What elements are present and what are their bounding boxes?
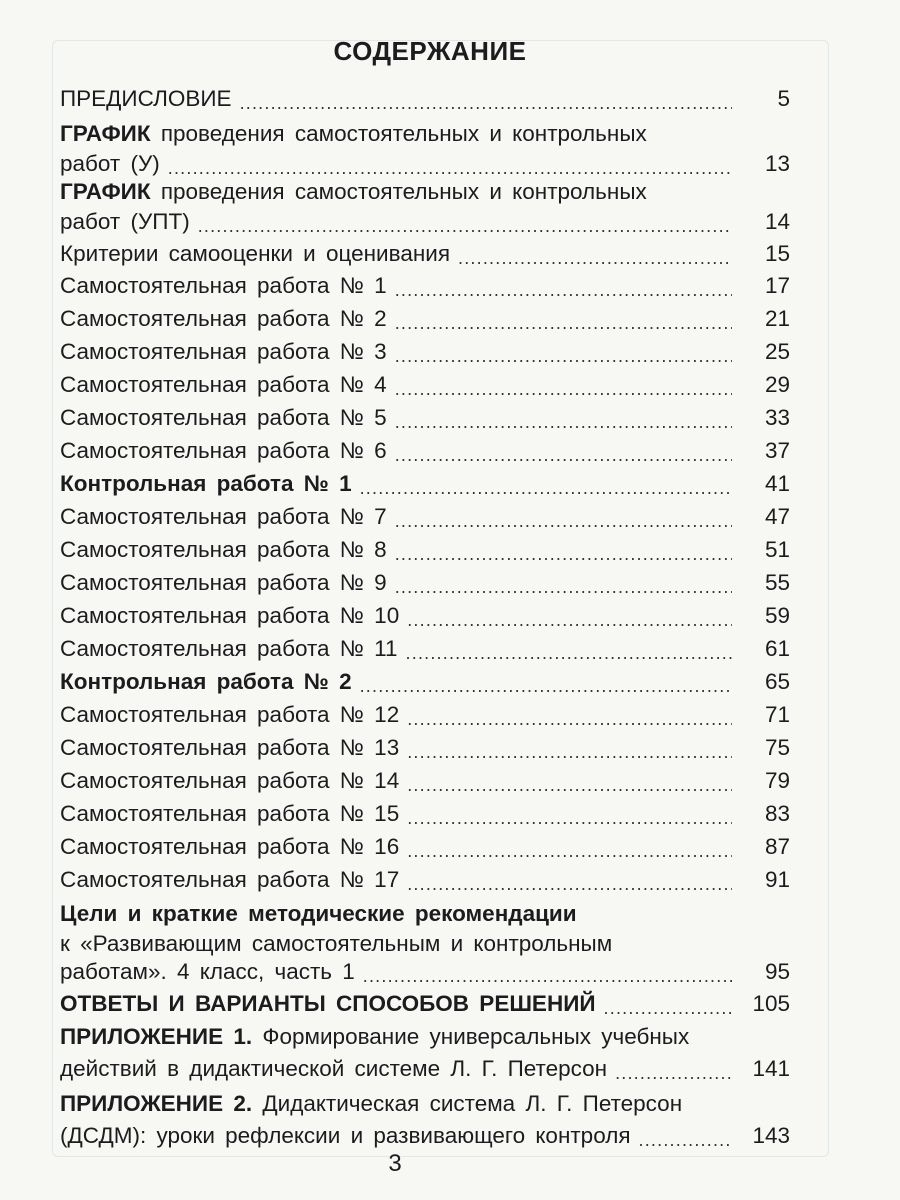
toc-entry-title [60, 734, 399, 762]
toc-entry-label: Самостоятельная работа № 7 [60, 504, 387, 529]
toc-page-number: 29 [764, 372, 790, 397]
toc-page-number: 25 [764, 339, 790, 364]
toc-entry [60, 734, 790, 762]
toc-entry-title [60, 990, 596, 1018]
toc-entry [60, 536, 790, 564]
toc-entry [60, 503, 790, 531]
dot-leader [407, 874, 732, 894]
toc-page-number: 105 [752, 991, 790, 1016]
toc-page-number: 65 [764, 669, 790, 694]
toc-entry-label: работам». 4 класс, часть 1 [60, 959, 355, 984]
dot-leader [360, 478, 732, 498]
toc-entry-label: Самостоятельная работа № 12 [60, 702, 400, 727]
toc-entry-label: (ДСДМ): уроки рефлексии и развивающего контроля [60, 1123, 631, 1148]
dot-leader [407, 742, 732, 762]
toc-page-number: 33 [764, 405, 790, 430]
toc-entry-bold-label: Контрольная работа № 2 [60, 669, 352, 694]
dot-leader [360, 676, 732, 696]
toc-entry-label: Самостоятельная работа № 10 [60, 603, 400, 628]
page-number: 3 [388, 1150, 402, 1177]
toc-entry-line [60, 120, 760, 148]
toc-page-number: 87 [764, 834, 790, 859]
toc-entry-title [60, 371, 387, 399]
toc-entry-line [60, 930, 760, 958]
toc-entry-label: Самостоятельная работа № 13 [60, 735, 400, 760]
dot-leader [168, 158, 732, 178]
toc-page-number: 91 [764, 867, 790, 892]
toc-entry [60, 240, 790, 268]
toc-page-number: 55 [764, 570, 790, 595]
toc-entry-title [60, 179, 647, 204]
dot-leader [395, 346, 732, 366]
toc-entry-bold-label: ОТВЕТЫ И ВАРИАНТЫ СПОСОБОВ РЕШЕНИЙ [60, 991, 596, 1016]
toc-entry-label: Самостоятельная работа № 2 [60, 306, 387, 331]
dot-leader [240, 93, 732, 113]
toc-page-number: 143 [752, 1123, 790, 1148]
toc-entry [60, 1055, 790, 1083]
toc-entry-label: Самостоятельная работа № 11 [60, 636, 398, 661]
toc-entry [60, 305, 790, 333]
toc-page-number: 83 [764, 801, 790, 826]
toc-entry [60, 800, 790, 828]
toc-entry-title [60, 602, 399, 630]
dot-leader [407, 775, 732, 795]
toc-entry [60, 338, 790, 366]
toc-entry-title [60, 931, 612, 956]
toc-entry-title [60, 240, 450, 268]
toc-entry-label: Критерии самооценки и оценивания [60, 241, 451, 266]
dot-leader [407, 610, 732, 630]
toc-page-number: 14 [764, 209, 790, 234]
toc-entry-label: Самостоятельная работа № 1 [60, 273, 387, 298]
dot-leader [395, 412, 732, 432]
toc-entry-title [60, 1091, 682, 1116]
toc-entry [60, 404, 790, 432]
toc-entry-label: Самостоятельная работа № 8 [60, 537, 387, 562]
toc-entry [60, 668, 790, 696]
toc-entry-bold-label: Цели и краткие методические рекомендации [60, 901, 577, 926]
toc-entry-label: действий в дидактической системе Л. Г. Петерсон [60, 1056, 608, 1081]
toc-entry-title [60, 208, 190, 236]
dot-leader [458, 248, 732, 268]
toc-entry-label: Самостоятельная работа № 14 [60, 768, 400, 793]
toc-entry-label: работ (УПТ) [60, 209, 190, 234]
toc-page-number: 17 [764, 273, 790, 298]
toc-entry [60, 866, 790, 894]
toc-entry-bold-label: ПРИЛОЖЕНИЕ 1. [60, 1024, 253, 1049]
toc-page-number: 59 [764, 603, 790, 628]
dot-leader [639, 1130, 732, 1150]
toc-entry [60, 958, 790, 986]
dot-leader [604, 998, 732, 1018]
toc-entry [60, 437, 790, 465]
toc-entry [60, 569, 790, 597]
toc-entry-title [60, 536, 387, 564]
toc-entry [60, 272, 790, 300]
toc-entry-label: Самостоятельная работа № 6 [60, 438, 387, 463]
toc-entry-label: Формирование универсальных учебных [252, 1024, 690, 1049]
toc-entry-bold-label: Контрольная работа № 1 [60, 471, 352, 496]
toc-entry-line [60, 1090, 760, 1118]
toc-entry-title [60, 701, 399, 729]
toc-entry-title [60, 338, 387, 366]
toc-entry-title [60, 470, 352, 498]
dot-leader [406, 643, 732, 663]
toc-entry-label: Самостоятельная работа № 17 [60, 867, 400, 892]
toc-entry-bold-label: ГРАФИК [60, 179, 151, 204]
toc-entry [60, 990, 790, 1018]
dot-leader [395, 280, 732, 300]
toc-entry-title [60, 503, 387, 531]
dot-leader [395, 445, 732, 465]
toc-entry [60, 371, 790, 399]
toc-entry-label: Дидактическая система Л. Г. Петерсон [252, 1091, 683, 1116]
toc-entry [60, 208, 790, 236]
toc-entry-title [60, 800, 399, 828]
dot-leader [395, 577, 732, 597]
dot-leader [395, 379, 732, 399]
toc-entry [60, 150, 790, 178]
toc-page-number: 47 [764, 504, 790, 529]
toc-entry-label: Самостоятельная работа № 9 [60, 570, 387, 595]
toc-entry-label: Самостоятельная работа № 3 [60, 339, 387, 364]
toc-page-number: 41 [764, 471, 790, 496]
toc-entry-line [60, 1023, 760, 1051]
toc-entry [60, 85, 790, 113]
dot-leader [407, 709, 732, 729]
toc-page-number: 5 [777, 86, 790, 111]
toc-entry-title [60, 1122, 631, 1150]
toc-entry-title [60, 1024, 689, 1049]
toc-page-number: 21 [764, 306, 790, 331]
dot-leader [615, 1063, 732, 1083]
dot-leader [198, 216, 732, 236]
toc-entry-bold-label: ПРИЛОЖЕНИЕ 2. [60, 1091, 253, 1116]
toc-entry-label: проведения самостоятельных и контрольных [150, 179, 647, 204]
toc-entry [60, 635, 790, 663]
toc-entry-title [60, 1055, 607, 1083]
toc-entry-title [60, 668, 352, 696]
toc-page-number: 141 [752, 1056, 790, 1081]
toc-entry-title [60, 85, 232, 113]
toc-entry-label: проведения самостоятельных и контрольных [150, 121, 647, 146]
toc-entry-label: к «Развивающим самостоятельным и контрольным [60, 931, 613, 956]
toc-entry [60, 701, 790, 729]
toc-entry-title [60, 150, 160, 178]
toc-entry-title [60, 901, 577, 926]
dot-leader [407, 841, 732, 861]
toc-entry-label: ПРЕДИСЛОВИЕ [60, 86, 232, 111]
toc-entry [60, 767, 790, 795]
toc-page-number: 79 [764, 768, 790, 793]
toc-entry [60, 602, 790, 630]
toc-entry-label: Самостоятельная работа № 16 [60, 834, 400, 859]
dot-leader [395, 544, 732, 564]
toc-entry-title [60, 437, 387, 465]
toc-entry-title [60, 833, 399, 861]
toc-entry-title [60, 866, 399, 894]
toc-entry-label: Самостоятельная работа № 4 [60, 372, 387, 397]
dot-leader [363, 966, 732, 986]
toc-entry [60, 470, 790, 498]
toc-entry-label: работ (У) [60, 151, 160, 176]
toc-entry-line [60, 900, 760, 928]
toc-entry-title [60, 569, 387, 597]
toc-page-number: 61 [764, 636, 790, 661]
toc-entry-title [60, 635, 398, 663]
toc-entry [60, 1122, 790, 1150]
dot-leader [407, 808, 732, 828]
toc-entry [60, 833, 790, 861]
toc-entry-title [60, 305, 387, 333]
dot-leader [395, 313, 732, 333]
toc-entry-title [60, 958, 355, 986]
page-title: СОДЕРЖАНИЕ [333, 36, 527, 66]
toc-page-number: 13 [764, 151, 790, 176]
toc-page-number: 15 [764, 241, 790, 266]
toc-page-number: 37 [764, 438, 790, 463]
toc-entry-label: Самостоятельная работа № 5 [60, 405, 387, 430]
toc-page-number: 75 [764, 735, 790, 760]
toc-page-number: 95 [764, 959, 790, 984]
dot-leader [395, 511, 732, 531]
toc-entry-title [60, 767, 399, 795]
toc-entry-label: Самостоятельная работа № 15 [60, 801, 400, 826]
toc-entry-title [60, 272, 387, 300]
toc-entry-line [60, 178, 760, 206]
toc-page-number: 51 [764, 537, 790, 562]
toc-entry-bold-label: ГРАФИК [60, 121, 151, 146]
toc-page-number: 71 [764, 702, 790, 727]
toc-entry-title [60, 404, 387, 432]
toc-entry-title [60, 121, 647, 146]
